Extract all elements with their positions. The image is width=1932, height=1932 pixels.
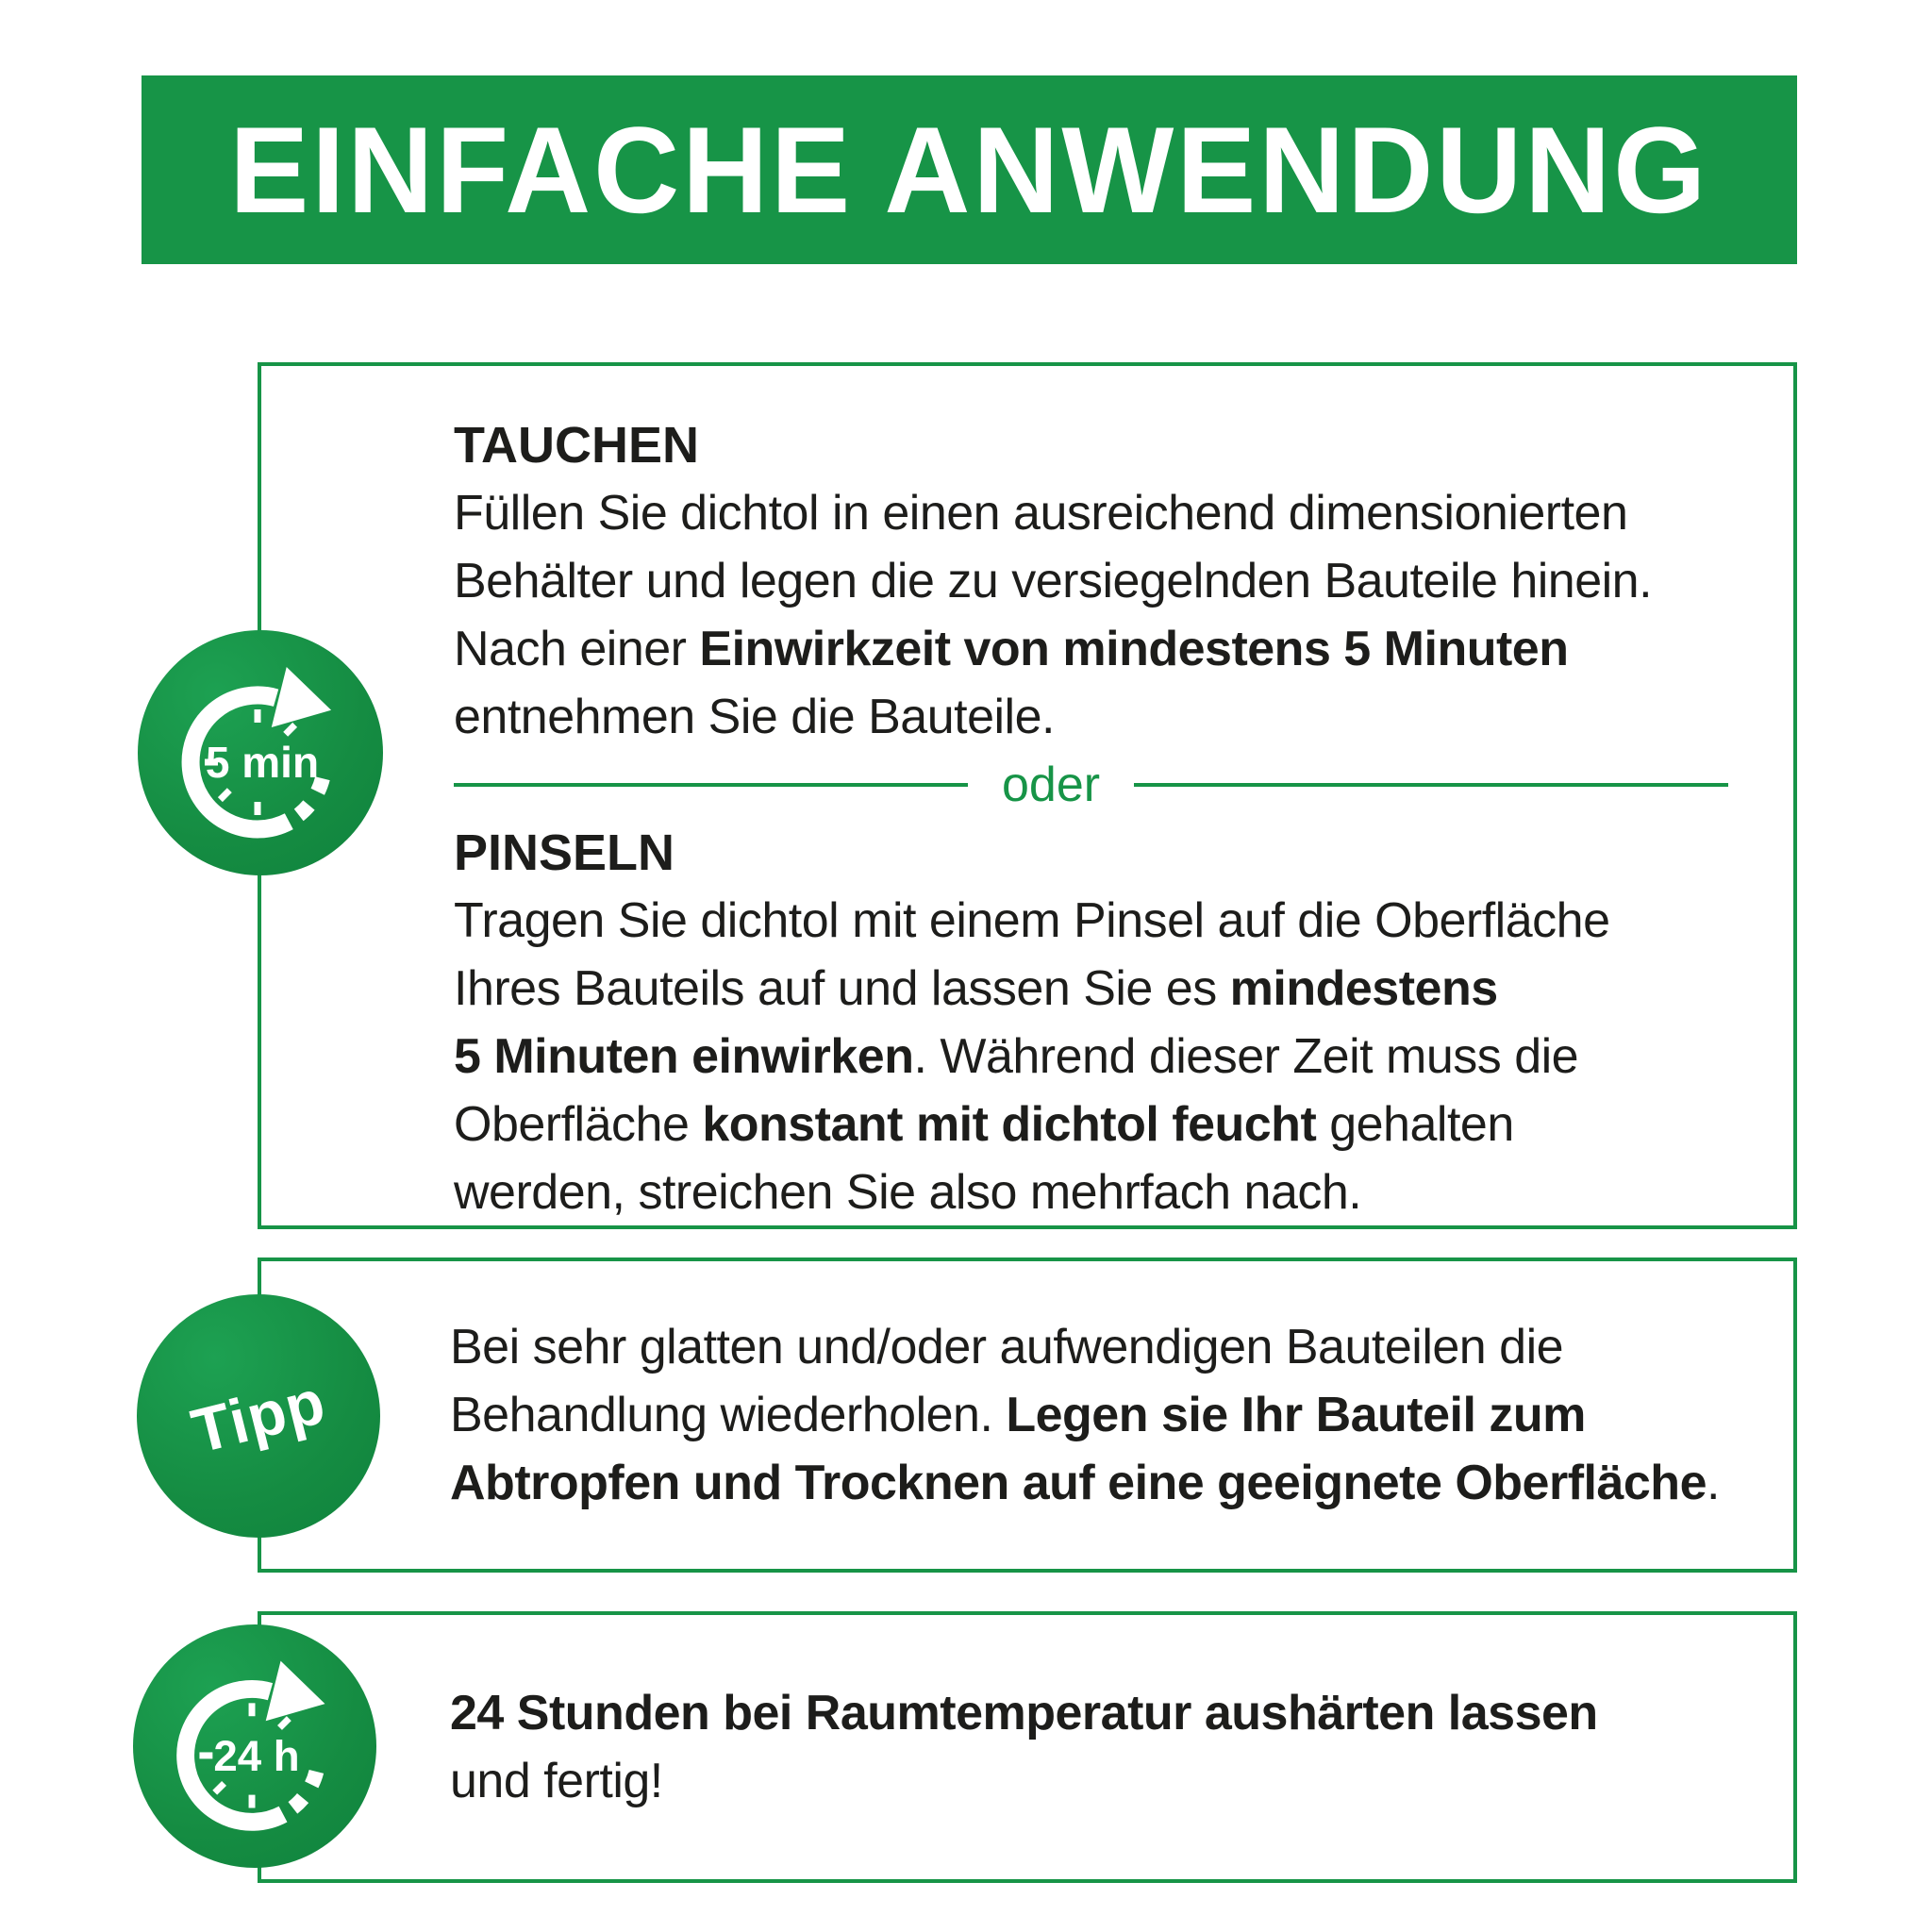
text-line: und fertig! <box>450 1754 663 1808</box>
tip-content <box>450 1261 1765 1569</box>
pinseln-paragraph <box>454 887 1765 1226</box>
text-line: Ihres Bauteils auf und lassen Sie es mindestens <box>454 961 1498 1016</box>
application-step-box <box>258 362 1797 1229</box>
tauchen-paragraph <box>454 479 1765 751</box>
text-line: Behandlung wiederholen. Legen sie Ihr Bauteil zum <box>450 1388 1586 1442</box>
tauchen-heading: TAUCHEN <box>454 417 699 474</box>
text-line: 24 Stunden bei Raumtemperatur aushärten lassen <box>450 1686 1598 1740</box>
timer-24h-label: 24 h <box>213 1731 300 1780</box>
text-line: Oberfläche konstant mit dichtol feucht gehalten <box>454 1097 1514 1152</box>
tip-paragraph <box>450 1313 1765 1517</box>
oder-label: oder <box>1002 758 1101 812</box>
page-title: EINFACHE ANWENDUNG <box>229 101 1709 239</box>
divider-line-left <box>454 783 968 787</box>
tip-box <box>258 1257 1797 1573</box>
pinseln-heading: PINSELN <box>454 824 675 881</box>
text-line: Nach einer Einwirkzeit von mindestens 5 Minuten <box>454 622 1569 676</box>
step1-content <box>454 411 1765 1226</box>
curing-paragraph <box>450 1679 1765 1815</box>
text-line: Füllen Sie dichtol in einen ausreichend dimensionierten <box>454 486 1628 541</box>
header-banner <box>142 75 1797 264</box>
text-line: 5 Minuten einwirken. Während dieser Zeit muss die <box>454 1029 1579 1084</box>
oder-divider <box>454 751 1765 819</box>
text-line: entnehmen Sie die Bauteile. <box>454 690 1055 744</box>
timer-5min-label: 5 min <box>205 738 320 787</box>
timer-24h-badge <box>133 1624 376 1868</box>
text-line: werden, streichen Sie also mehrfach nach. <box>454 1165 1362 1220</box>
timer-5min-badge <box>138 630 383 875</box>
curing-content <box>450 1615 1765 1879</box>
divider-line-right <box>1134 783 1728 787</box>
curing-step-box <box>258 1611 1797 1883</box>
text-line: Bei sehr glatten und/oder aufwendigen Bauteilen die <box>450 1320 1564 1374</box>
text-line: Tragen Sie dichtol mit einem Pinsel auf die Oberfläche <box>454 893 1610 948</box>
text-line: Abtropfen und Trocknen auf eine geeignete Oberfläche. <box>450 1456 1720 1510</box>
text-line: Behälter und legen die zu versiegelnden Bauteile hinein. <box>454 554 1653 608</box>
tip-badge <box>137 1294 380 1538</box>
timer-clock-icon <box>138 630 383 875</box>
tip-badge-label: Tipp <box>185 1365 332 1467</box>
timer-clock-icon <box>133 1624 376 1868</box>
